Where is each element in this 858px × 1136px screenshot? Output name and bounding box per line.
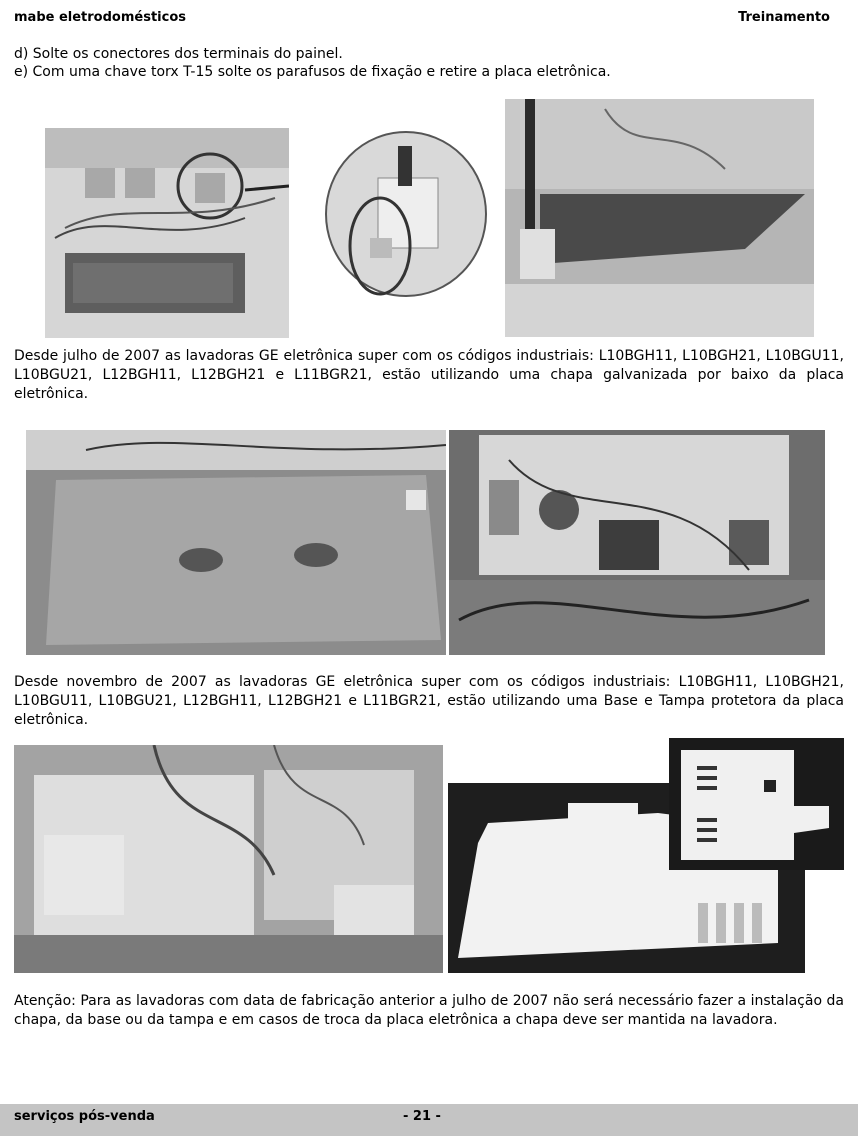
paragraph-attention: Atenção: Para as lavadoras com data de fabricação anterior a julho de 2007 não será necessário fazer a instalação da chapa, da base ou da tampa e em casos de troca da placa eletrônica a chapa deve ser mantida na lavadora. bbox=[14, 993, 844, 1028]
paragraph-galvanized-plate: Desde julho de 2007 as lavadoras GE eletrônica super com os códigos industriais: L10BGH11, L10BGH21, L10BGU11, L10BGU21, L12BGH11, L12BGH21 e L11BGR21, estão utilizando uma chapa galvanizada por baixo da placa eletrônica. bbox=[14, 348, 844, 402]
photo-torx-screwdriver bbox=[505, 99, 814, 337]
step-list bbox=[14, 45, 611, 81]
step-d: d) Solte os conectores dos terminais do painel. bbox=[14, 46, 343, 62]
photo-connector-zoom bbox=[318, 128, 488, 300]
page-footer bbox=[0, 1104, 858, 1136]
photo-panel-connectors bbox=[45, 128, 289, 338]
photo-board-on-plate bbox=[449, 430, 825, 655]
header-company: mabe eletrodomésticos bbox=[14, 10, 186, 25]
header-section: Treinamento bbox=[738, 10, 830, 25]
paragraph-base-cover: Desde novembro de 2007 as lavadoras GE eletrônica super com os códigos industriais: L10BGH11, L10BGH21, L10BGU11, L10BGU21, L12BGH11, L12BGH21 e L11BGR21, estão utilizando uma Base e Tampa protetora da placa eletrônica. bbox=[14, 674, 844, 728]
photo-board-protector-installed bbox=[14, 745, 443, 973]
photo-galvanized-plate bbox=[26, 430, 446, 655]
footer-department: serviços pós-venda bbox=[14, 1109, 155, 1124]
page-number: - 21 - bbox=[403, 1109, 441, 1124]
step-e: e) Com uma chave torx T-15 solte os parafusos de fixação e retire a placa eletrônica. bbox=[14, 64, 611, 80]
photo-protector-cover bbox=[669, 738, 844, 870]
